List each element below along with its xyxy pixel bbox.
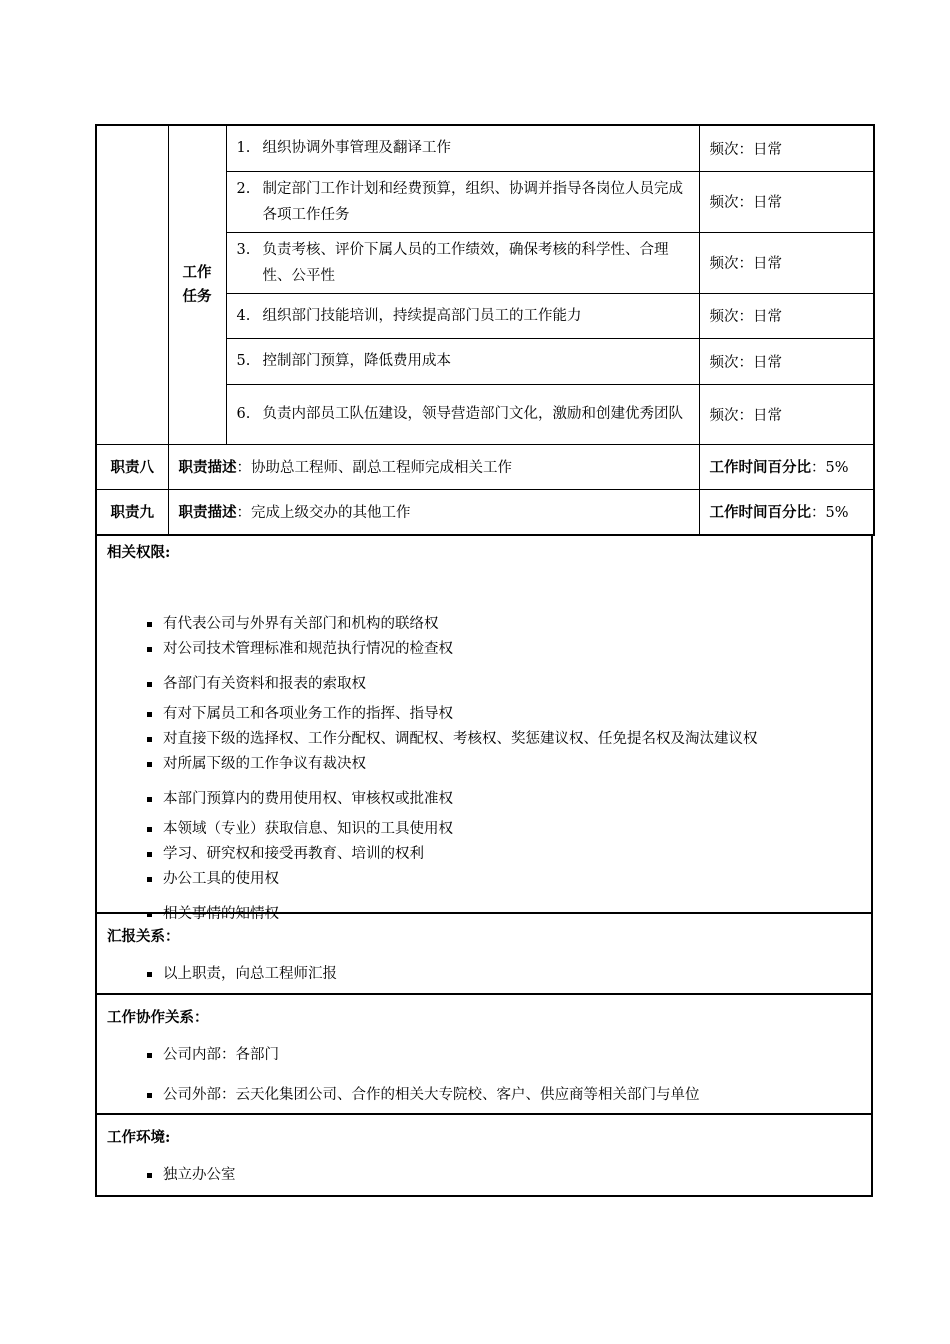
task-text: 组织协调外事管理及翻译工作 bbox=[262, 140, 451, 157]
duty-description-text: ：协助总工程师、副总工程师完成相关工作 bbox=[236, 460, 512, 476]
tasks-label-text: 工作 任务 bbox=[182, 263, 212, 305]
duty-label: 职责九 bbox=[96, 489, 168, 535]
task-cell bbox=[226, 125, 699, 171]
environment-list bbox=[107, 1163, 861, 1188]
duty-label: 职责八 bbox=[96, 444, 168, 489]
reporting-list bbox=[107, 962, 861, 987]
duty-description bbox=[168, 489, 699, 535]
duty-description bbox=[168, 444, 699, 489]
blank-cell bbox=[96, 125, 168, 444]
list-item: 有代表公司与外界有关部门和机构的联络权 bbox=[107, 612, 861, 637]
task-number: 5. bbox=[236, 353, 251, 369]
list-item: 相关事情的知情权 bbox=[107, 902, 861, 927]
task-frequency: 频次：日常 bbox=[699, 125, 874, 171]
list-item: 以上职责，向总工程师汇报 bbox=[107, 962, 861, 987]
environment-section bbox=[95, 1115, 873, 1197]
list-item: 本部门预算内的费用使用权、审核权或批准权 bbox=[107, 787, 861, 812]
duty-time-percent bbox=[699, 444, 874, 489]
list-item: 公司内部：各部门 bbox=[107, 1043, 861, 1068]
list-item: 公司外部：云天化集团公司、合作的相关大专院校、客户、供应商等相关部门与单位 bbox=[107, 1083, 861, 1108]
tasks-label bbox=[168, 125, 226, 444]
environment-title: 工作环境: bbox=[107, 1129, 171, 1146]
task-cell bbox=[226, 384, 699, 444]
authority-list bbox=[107, 612, 861, 927]
task-frequency: 频次：日常 bbox=[699, 293, 874, 338]
task-text: 制定部门工作计划和经费预算，组织、协调并指导各岗位人员完成各项工作任务 bbox=[262, 180, 683, 223]
task-text: 组织部门技能培训，持续提高部门员工的工作能力 bbox=[262, 307, 582, 324]
task-number: 6. bbox=[236, 406, 251, 422]
list-item: 有对下属员工和各项业务工作的指挥、指导权 bbox=[107, 702, 861, 727]
task-text: 控制部门预算，降低费用成本 bbox=[262, 353, 451, 369]
list-item: 独立办公室 bbox=[107, 1163, 861, 1188]
task-cell bbox=[226, 293, 699, 338]
task-number: 2. bbox=[236, 180, 251, 197]
task-cell bbox=[226, 171, 699, 232]
list-item: 对直接下级的选择权、工作分配权、调配权、考核权、奖惩建议权、任免提名权及淘汰建议权 bbox=[107, 727, 861, 752]
cooperation-list bbox=[107, 1043, 861, 1108]
task-number: 3. bbox=[236, 241, 251, 258]
task-number: 1. bbox=[236, 140, 251, 157]
task-cell bbox=[226, 232, 699, 293]
task-frequency: 频次：日常 bbox=[699, 384, 874, 444]
time-percent-label: 工作时间百分比 bbox=[709, 504, 811, 522]
list-item: 对所属下级的工作争议有裁决权 bbox=[107, 752, 861, 777]
list-item: 学习、研究权和接受再教育、培训的权利 bbox=[107, 842, 861, 867]
task-frequency: 频次：日常 bbox=[699, 171, 874, 232]
task-number: 4. bbox=[236, 307, 251, 324]
task-text: 负责内部员工队伍建设，领导营造部门文化，激励和创建优秀团队 bbox=[262, 406, 683, 422]
job-description-document bbox=[95, 124, 873, 1197]
duty-time-percent bbox=[699, 489, 874, 535]
authority-title: 相关权限: bbox=[107, 544, 171, 561]
time-percent-value: ：5% bbox=[811, 505, 849, 522]
duty-description-label: 职责描述 bbox=[178, 459, 237, 476]
list-item: 各部门有关资料和报表的索取权 bbox=[107, 672, 861, 697]
task-text: 负责考核、评价下属人员的工作绩效，确保考核的科学性、合理性、公平性 bbox=[262, 241, 669, 284]
list-item: 办公工具的使用权 bbox=[107, 867, 861, 892]
task-cell bbox=[226, 338, 699, 384]
time-percent-value: ：5% bbox=[811, 460, 849, 476]
list-item: 对公司技术管理标准和规范执行情况的检查权 bbox=[107, 637, 861, 662]
authority-section bbox=[95, 536, 873, 922]
duties-table bbox=[95, 124, 875, 536]
duty-description-label: 职责描述 bbox=[178, 504, 237, 522]
cooperation-section bbox=[95, 995, 873, 1115]
task-frequency: 频次：日常 bbox=[699, 338, 874, 384]
task-frequency: 频次：日常 bbox=[699, 232, 874, 293]
time-percent-label: 工作时间百分比 bbox=[709, 459, 811, 476]
reporting-title: 汇报关系： bbox=[107, 928, 180, 945]
list-item: 本领域（专业）获取信息、知识的工具使用权 bbox=[107, 817, 861, 842]
duty-description-text: ：完成上级交办的其他工作 bbox=[236, 505, 411, 522]
cooperation-title: 工作协作关系： bbox=[107, 1009, 209, 1026]
